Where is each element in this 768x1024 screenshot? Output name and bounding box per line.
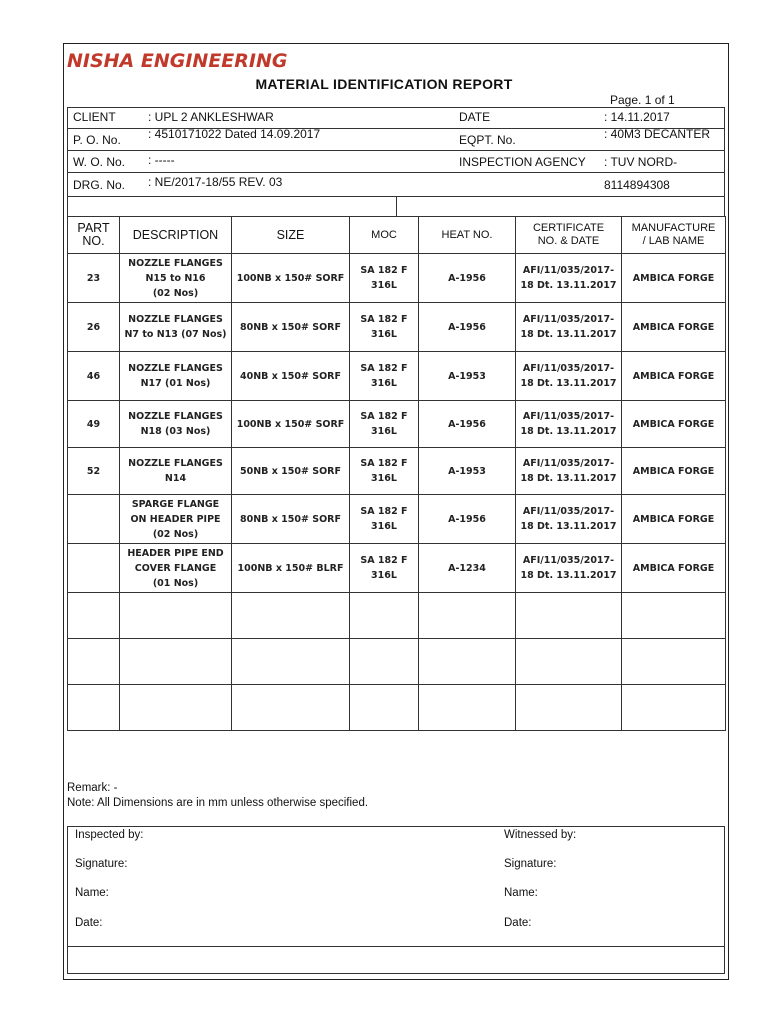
- description-cell: [120, 303, 232, 352]
- agency-value: : TUV NORD-: [604, 155, 678, 169]
- po-value: : 4510171022 Dated 14.09.2017: [148, 127, 321, 141]
- empty-cell: [232, 685, 350, 731]
- manufacture-cell: AMBICA FORGE: [622, 495, 726, 544]
- header-moc: MOC: [350, 217, 419, 254]
- certificate-cell: [516, 401, 622, 448]
- certificate-cell: [516, 352, 622, 401]
- table-row: [68, 401, 726, 448]
- description-cell-line: N7 to N13 (07 Nos): [124, 329, 227, 340]
- description-cell-line: COVER FLANGE: [134, 562, 217, 574]
- manufacture-cell: AMBICA FORGE: [622, 254, 726, 303]
- moc-cell-line: 316L: [371, 570, 397, 581]
- description-cell: [120, 401, 232, 448]
- table-row: [68, 448, 726, 495]
- header-manufacture: [622, 217, 726, 254]
- moc-cell: [350, 254, 419, 303]
- description-cell-line: N15 to N16: [145, 272, 206, 284]
- moc-cell-line: 316L: [371, 521, 397, 532]
- part-no-cell: 49: [68, 401, 120, 448]
- empty-cell: [232, 593, 350, 639]
- certificate-cell: [516, 495, 622, 544]
- material-table: [67, 216, 726, 731]
- heat-no-cell: A-1953: [419, 448, 516, 495]
- part-no-cell: 23: [68, 254, 120, 303]
- certificate-cell-line: 18 Dt. 13.11.2017: [520, 570, 617, 581]
- date-label: DATE: [459, 110, 491, 124]
- certificate-cell-line: AFI/11/035/2017-: [522, 314, 615, 325]
- manufacture-cell: AMBICA FORGE: [622, 401, 726, 448]
- moc-cell: [350, 448, 419, 495]
- header-size: SIZE: [232, 217, 350, 254]
- empty-row: [68, 639, 726, 685]
- header-line: [67, 107, 68, 217]
- size-cell: 50NB x 150# SORF: [232, 448, 350, 495]
- certificate-cell-line: 18 Dt. 13.11.2017: [520, 426, 617, 437]
- certificate-cell: [516, 544, 622, 593]
- signoff-divider: [68, 946, 724, 947]
- empty-cell: [120, 639, 232, 685]
- inspected-by-label: Inspected by:: [75, 829, 144, 841]
- inspector-date-label: Date:: [75, 917, 103, 929]
- witness-signature-label: Signature:: [504, 858, 557, 870]
- description-cell-line: NOZZLE FLANGES: [128, 411, 223, 422]
- po-label: P. O. No.: [73, 133, 121, 147]
- heat-no-cell: A-1956: [419, 401, 516, 448]
- description-cell-line: (01 Nos): [152, 577, 199, 589]
- description-cell-line: N14: [164, 473, 187, 484]
- certificate-cell: [516, 254, 622, 303]
- certificate-cell-line: 18 Dt. 13.11.2017: [520, 473, 617, 484]
- moc-cell-line: SA 182 F: [360, 555, 408, 566]
- certificate-cell-line: 18 Dt. 13.11.2017: [520, 329, 617, 340]
- description-cell-line: (02 Nos): [152, 287, 199, 299]
- moc-cell: [350, 544, 419, 593]
- size-cell: 100NB x 150# SORF: [232, 401, 350, 448]
- description-cell: [120, 544, 232, 593]
- empty-cell: [622, 639, 726, 685]
- eqpt-value: : 40M3 DECANTER: [604, 127, 711, 141]
- moc-cell-line: 316L: [371, 280, 397, 291]
- certificate-cell-line: AFI/11/035/2017-: [522, 411, 615, 422]
- empty-cell: [120, 685, 232, 731]
- drg-label: DRG. No.: [73, 178, 126, 192]
- heat-no-cell: A-1956: [419, 254, 516, 303]
- table-row: [68, 303, 726, 352]
- moc-cell-line: 316L: [371, 473, 397, 484]
- description-cell-line: NOZZLE FLANGES: [128, 363, 223, 374]
- description-cell-line: NOZZLE FLANGES: [128, 314, 223, 325]
- moc-cell-line: SA 182 F: [360, 265, 408, 276]
- header-line: [67, 172, 725, 173]
- header-heat-no: HEAT NO.: [419, 217, 516, 254]
- inspector-signature-label: Signature:: [75, 858, 128, 870]
- remark-text: Remark: -: [67, 782, 118, 794]
- moc-cell-line: 316L: [371, 329, 397, 340]
- empty-cell: [350, 639, 419, 685]
- header-description: DESCRIPTION: [120, 217, 232, 254]
- empty-cell: [232, 639, 350, 685]
- description-cell-line: ON HEADER PIPE: [130, 513, 221, 525]
- manufacture-cell: AMBICA FORGE: [622, 303, 726, 352]
- table-row: [68, 352, 726, 401]
- header-part-line1: PART: [77, 221, 110, 235]
- empty-cell: [622, 593, 726, 639]
- heat-no-cell: A-1956: [419, 303, 516, 352]
- certificate-cell-line: AFI/11/035/2017-: [522, 555, 615, 566]
- empty-cell: [419, 639, 516, 685]
- moc-cell-line: 316L: [371, 426, 397, 437]
- certificate-cell: [516, 448, 622, 495]
- empty-cell: [120, 593, 232, 639]
- moc-cell-line: SA 182 F: [360, 458, 408, 469]
- size-cell: 80NB x 150# SORF: [232, 495, 350, 544]
- client-label: CLIENT: [73, 110, 116, 124]
- manufacture-cell: AMBICA FORGE: [622, 352, 726, 401]
- description-cell-line: NOZZLE FLANGES: [128, 458, 223, 469]
- eqpt-label: EQPT. No.: [459, 133, 516, 147]
- header-certificate-line1: CERTIFICATE: [532, 222, 605, 234]
- header-manufacture-line1: MANUFACTURE: [631, 222, 716, 234]
- wo-label: W. O. No.: [73, 155, 126, 169]
- heat-no-cell: A-1234: [419, 544, 516, 593]
- witness-date-label: Date:: [504, 917, 532, 929]
- header-certificate: [516, 217, 622, 254]
- remarks-block: [67, 781, 368, 811]
- moc-cell: [350, 401, 419, 448]
- drg-value: : NE/2017-18/55 REV. 03: [148, 175, 283, 189]
- description-cell: [120, 448, 232, 495]
- description-cell-line: SPARGE FLANGE: [131, 498, 220, 510]
- table-row: [68, 495, 726, 544]
- page-indicator: Page. 1 of 1: [610, 93, 675, 107]
- header-line: [396, 196, 397, 216]
- description-cell: [120, 254, 232, 303]
- part-no-cell: 26: [68, 303, 120, 352]
- header-line: [67, 150, 725, 151]
- description-cell-line: N17 (01 Nos): [140, 378, 211, 389]
- witness-name-label: Name:: [504, 887, 538, 899]
- wo-value: : -----: [148, 153, 175, 167]
- size-cell: 40NB x 150# SORF: [232, 352, 350, 401]
- company-name: NISHA ENGINEERING: [67, 50, 288, 72]
- description-cell: [120, 495, 232, 544]
- table-header-row: [68, 217, 726, 254]
- description-cell: [120, 352, 232, 401]
- size-cell: 100NB x 150# BLRF: [232, 544, 350, 593]
- part-no-cell: 52: [68, 448, 120, 495]
- date-value: : 14.11.2017: [604, 110, 670, 124]
- header-certificate-line2: NO. & DATE: [537, 235, 600, 247]
- empty-row: [68, 685, 726, 731]
- empty-cell: [516, 685, 622, 731]
- empty-cell: [68, 593, 120, 639]
- moc-cell-line: SA 182 F: [360, 314, 408, 325]
- manufacture-cell: AMBICA FORGE: [622, 448, 726, 495]
- inspector-name-label: Name:: [75, 887, 109, 899]
- moc-cell-line: SA 182 F: [360, 411, 408, 422]
- certificate-cell: [516, 303, 622, 352]
- header-line: [724, 107, 725, 217]
- certificate-cell-line: 18 Dt. 13.11.2017: [520, 378, 617, 389]
- heat-no-cell: A-1956: [419, 495, 516, 544]
- certificate-cell-line: AFI/11/035/2017-: [522, 265, 615, 276]
- moc-cell: [350, 352, 419, 401]
- empty-cell: [622, 685, 726, 731]
- description-cell-line: NOZZLE FLANGES: [128, 257, 223, 269]
- description-cell-line: HEADER PIPE END: [127, 547, 224, 559]
- size-cell: 80NB x 150# SORF: [232, 303, 350, 352]
- size-cell: 100NB x 150# SORF: [232, 254, 350, 303]
- header-part-line2: NO.: [82, 234, 105, 248]
- moc-cell: [350, 495, 419, 544]
- description-cell-line: (02 Nos): [152, 528, 199, 540]
- agency-reference: 8114894308: [604, 178, 670, 192]
- certificate-cell-line: 18 Dt. 13.11.2017: [520, 521, 617, 532]
- empty-cell: [350, 685, 419, 731]
- witnessed-by-label: Witnessed by:: [504, 829, 577, 841]
- empty-row: [68, 593, 726, 639]
- moc-cell-line: 316L: [371, 378, 397, 389]
- part-no-cell: 46: [68, 352, 120, 401]
- empty-cell: [516, 593, 622, 639]
- header-line: [67, 107, 725, 108]
- moc-cell-line: SA 182 F: [360, 506, 408, 517]
- manufacture-cell: AMBICA FORGE: [622, 544, 726, 593]
- certificate-cell-line: AFI/11/035/2017-: [522, 506, 615, 517]
- table-row: [68, 254, 726, 303]
- heat-no-cell: A-1953: [419, 352, 516, 401]
- table-row: [68, 544, 726, 593]
- client-value: : UPL 2 ANKLESHWAR: [148, 110, 274, 124]
- empty-cell: [68, 685, 120, 731]
- report-title: MATERIAL IDENTIFICATION REPORT: [255, 76, 513, 92]
- header-part-no: [68, 217, 120, 254]
- moc-cell-line: SA 182 F: [360, 363, 408, 374]
- empty-cell: [68, 639, 120, 685]
- certificate-cell-line: 18 Dt. 13.11.2017: [520, 280, 617, 291]
- signoff-box: [67, 826, 725, 974]
- empty-cell: [419, 593, 516, 639]
- empty-cell: [516, 639, 622, 685]
- note-text: Note: All Dimensions are in mm unless otherwise specified.: [67, 797, 369, 809]
- description-cell-line: N18 (03 Nos): [140, 426, 211, 437]
- agency-label: INSPECTION AGENCY: [459, 155, 586, 169]
- empty-cell: [350, 593, 419, 639]
- moc-cell: [350, 303, 419, 352]
- certificate-cell-line: AFI/11/035/2017-: [522, 363, 615, 374]
- part-no-cell: [68, 495, 120, 544]
- header-manufacture-line2: / LAB NAME: [642, 235, 705, 247]
- empty-cell: [419, 685, 516, 731]
- certificate-cell-line: AFI/11/035/2017-: [522, 458, 615, 469]
- part-no-cell: [68, 544, 120, 593]
